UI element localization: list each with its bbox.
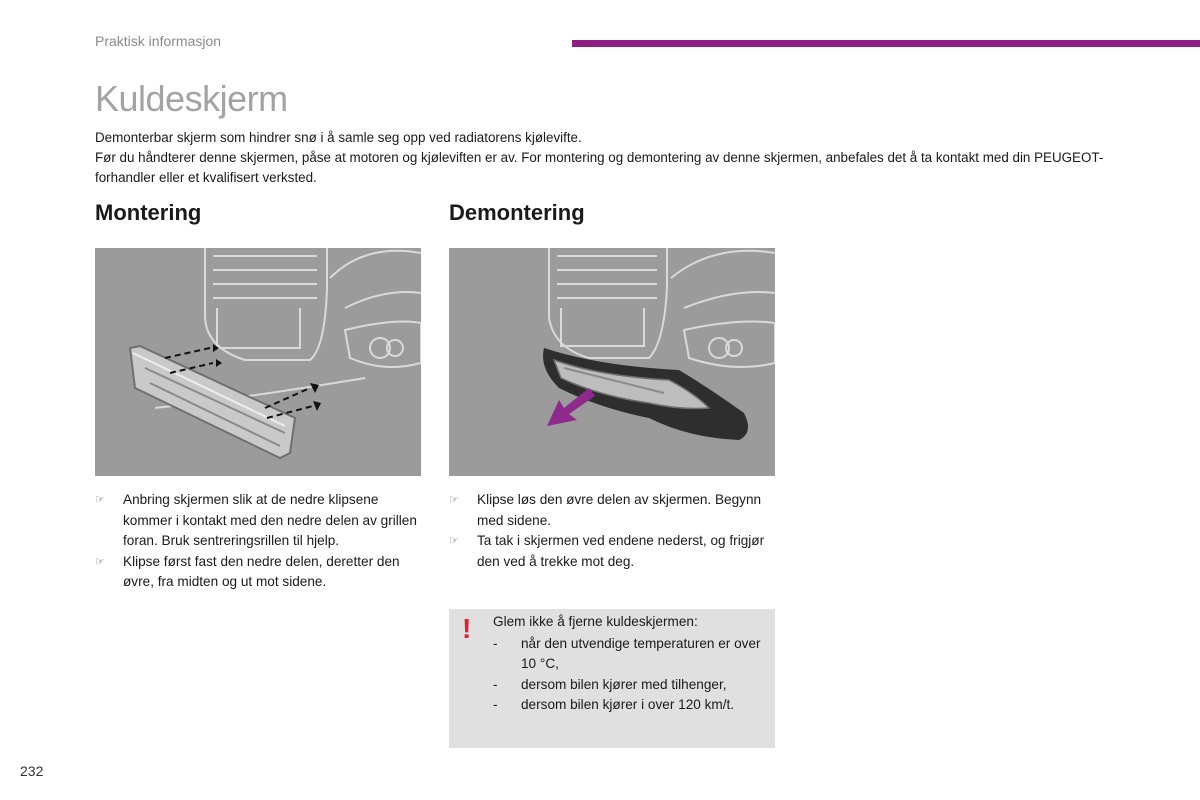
demontering-steps bbox=[449, 490, 779, 572]
section-accent-bar bbox=[572, 40, 1200, 47]
list-item bbox=[95, 490, 425, 552]
demontering-heading: Demontering bbox=[449, 200, 585, 225]
warning-item-2: dersom bilen kjører med tilhenger, bbox=[521, 676, 727, 692]
montering-illustration bbox=[95, 248, 421, 476]
list-item bbox=[493, 634, 769, 675]
warning-lead: Glem ikke å fjerne kuldeskjermen: bbox=[493, 614, 698, 629]
pointing-hand-icon: ☞ bbox=[95, 494, 105, 506]
dash-bullet: - bbox=[493, 676, 498, 692]
warning-item-3: dersom bilen kjører i over 120 km/t. bbox=[521, 696, 735, 712]
demontering-step-2: Ta tak i skjermen ved endene nederst, og frigjør den ved å trekke mot deg. bbox=[477, 533, 765, 569]
montering-step-2: Klipse først fast den nedre delen, deretter den øvre, fra midten og ut mot sidene. bbox=[123, 553, 400, 589]
section-label: Praktisk informasjon bbox=[95, 33, 222, 49]
page-number: 232 bbox=[20, 763, 44, 779]
demontering-illustration bbox=[449, 248, 775, 476]
pointing-hand-icon: ☞ bbox=[95, 555, 105, 568]
list-item bbox=[95, 552, 425, 593]
list-item bbox=[449, 490, 779, 531]
dash-bullet: - bbox=[493, 636, 498, 651]
demontering-step-1: Klipse løs den øvre delen av skjermen. Begynn med sidene. bbox=[477, 492, 762, 528]
warning-box bbox=[449, 609, 775, 748]
pointing-hand-icon: ☞ bbox=[449, 535, 459, 547]
montering-steps bbox=[95, 490, 425, 593]
list-item bbox=[449, 531, 779, 572]
exclamation-warning-icon: ! bbox=[462, 613, 472, 644]
warning-list bbox=[493, 634, 769, 715]
list-item bbox=[493, 695, 769, 715]
intro-line-2: Før du håndterer denne skjermen, påse at motoren og kjøleviften er av. For montering og demontering av denne skjermen, anbefales det å ta kontakt med din PEUGEOT-forhandler eller et kvalifisert verksted. bbox=[95, 150, 1104, 185]
list-item bbox=[493, 675, 769, 695]
intro-line-1: Demonterbar skjerm som hindrer snø i å samle seg opp ved radiatorens kjølevifte. bbox=[95, 130, 582, 145]
intro-text bbox=[95, 128, 1125, 188]
montering-step-1: Anbring skjermen slik at de nedre klipsene kommer i kontakt med den nedre delen av grillen foran. Bruk sentreringsrillen til hjelp. bbox=[123, 492, 417, 548]
montering-heading: Montering bbox=[95, 200, 202, 225]
dash-bullet: - bbox=[493, 696, 498, 712]
warning-item-1: når den utvendige temperaturen er over 10 °C, bbox=[521, 636, 761, 672]
pointing-hand-icon: ☞ bbox=[449, 494, 459, 506]
page-title: Kuldeskjerm bbox=[95, 78, 288, 119]
